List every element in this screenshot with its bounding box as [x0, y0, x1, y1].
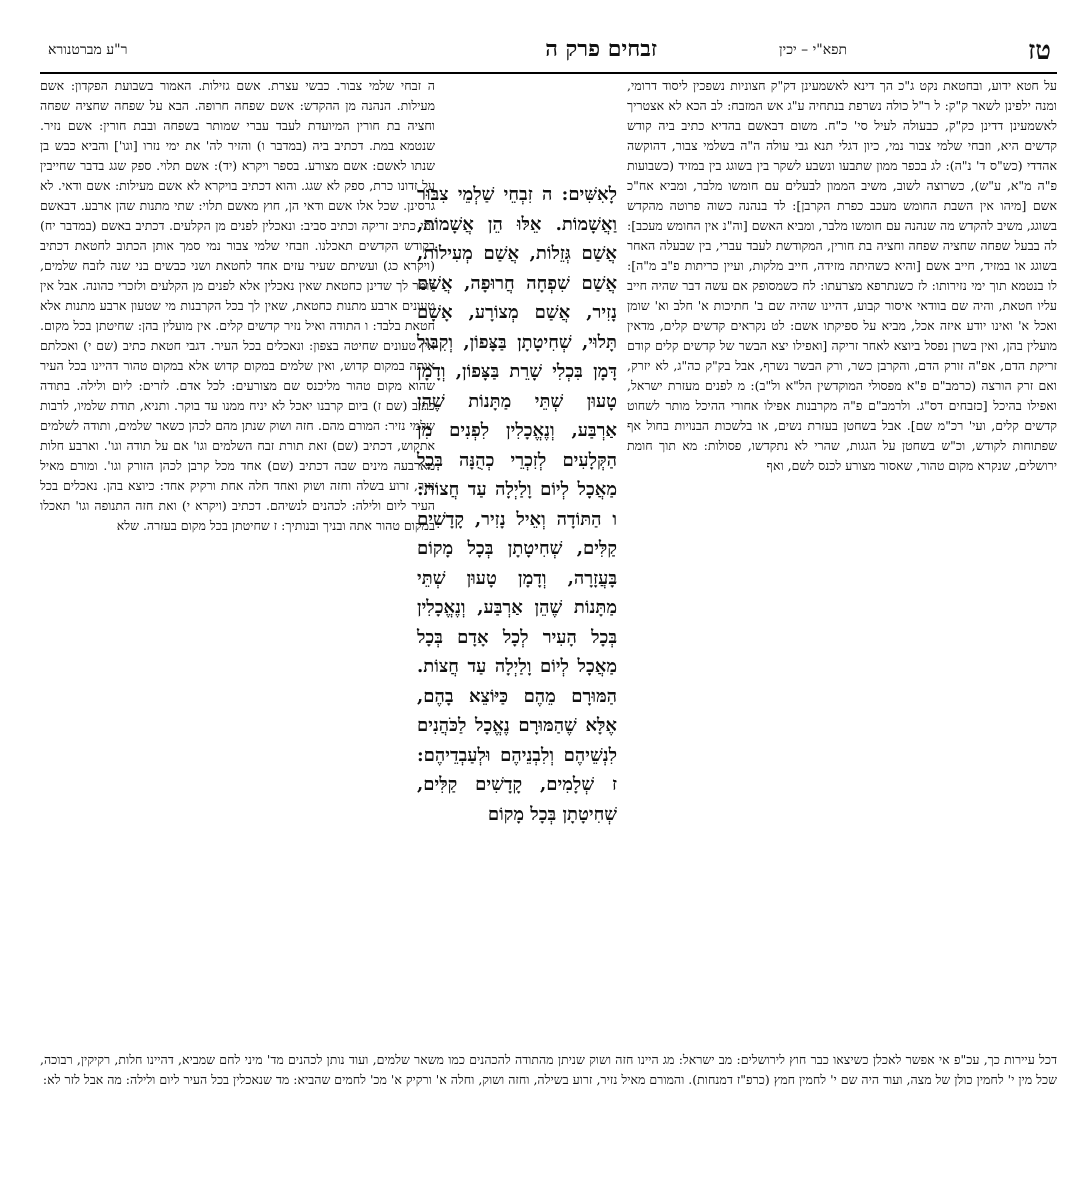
mishnah-text: לָאִשִּׁים: ה זִבְחֵי שַׁלְמֵי צִבּוּר וַאֲשָׁמוֹת. אֵלּוּ הֵן אֲשָׁמוֹת, אֲשַׁם גְּזֵלוֹת, אֲשַׁם מְעִילוֹת, אֲשַׁם שִׁפְחָה חֲרוּפָה, אֲשַׁם נָזִיר, אֲשַׁם מְצוֹרָע, אָשָׁם תָּלוּי, שְׁחִיטָתָן בַּצָּפוֹן, וְקִבּוּל דָּמָן בִּכְלִי שָׁרֵת בַּצָּפוֹן, וְדָמָן טָעוּן שְׁתֵּי מַתָּנוֹת שֶׁהֵן אַרְבַּע, וְנֶאֱכָלִין לִפְנִים מִן הַקְּלָעִים לְזִכְרֵי כְהֻנָּה בְּכָל מַאֲכָל לְיוֹם וָלַיְלָה עַד חֲצוֹת: ו הַתּוֹדָה וְאֵיל נָזִיר, קָדָשִׁים קַלִּים, שְׁחִיטָתָן בְּכָל מָקוֹם בָּעֲזָרָה, וְדָמָן טָעוּן שְׁתֵּי מַתָּנוֹת שֶׁהֵן אַרְבַּע, וְנֶאֱכָלִין בְּכָל הָעִיר לְכָל אָדָם בְּכָל מַאֲכָל לְיוֹם וָלַיְלָה עַד חֲצוֹת. הַמּוּרָם מֵהֶם כַּיּוֹצֵא בָהֶם, אֶלָּא שֶׁהַמּוּרָם נֶאֱכָל לַכֹּהֲנִים לִנְשֵׁיהֶם וְלִבְנֵיהֶם וּלְעַבְדֵיהֶם: ז שְׁלָמִים, קָדָשִׁים קַלִּים, שְׁחִיטָתָן בְּכָל מָקוֹם — [417, 184, 617, 825]
bottom-commentary-text: דכל עיירות כך, עכ"פ אי אפשר לאכלן כשיצאו כבר חוץ לירושלים: מב ישראל: מג היינו חזה ושוק שניתן מהתודה להכהנים כמו משאר שלמים, ועוד נותן לכהנים מד' מיני לחם שמביא, דהיינו חלות, רקיקין, רבוכה, שכל מין י' לחמין כולן של מצה, ועוד היה שם י' לחמין חמץ (כרפ"ז דמנחות). והמורם מאיל נזיר, זרוע בשילה, וחזה ושוק, וחלה א' ורקיק א' מכ' לחמים שהביא: מד שנאכלין בכל העיר ליום ולילה: מה אבל לזר לא: — [40, 1052, 1057, 1087]
tiferet-yisrael-commentary: על חטא ידוע, ובחטאת נקט ג"כ הך דינא לאשמעינן דק"ק חצוניות נשפכין ליסוד דרומי, ומנה ילפינן לשאר ק"ק: ל ר"ל כולה נשרפת בנתחיה ע"ג אש המזבח: לב הכא לא אצטריך לאשמעינן דדינן כק"ק, כבעולה לעיל סי' כ"ח. משום דבאשם בהדיא כתיב ביה קודש קדשים היא, וזבחי שלמי צבור נמי, כיון דגלי תנא גבי עולה ה"ה בשלמי צבור, דהוקשה אהדדי (כש"ס ד' נ"ה): לג בכפר ממון שתבעו ונשבע לשקר בין בשוגג בין במזיד (כשבועות פ"ה מ"א, ע"ש), כשרוצה לשוב, משיב הממון לבעלים עם חומשו מלבר, ומביא אח"כ אשם [מיהו אין השבת החומש מעכב כפרת הקרבן]: לד בנהנה כשוה פרוטה מהקדש בשוגג, משיב להקדש מה שנהנה עם חומשו מלבר, ומביא האשם [וה"נ אין החומש מעכב]: לה בבעל שפחה שחציה שפחה וחציה בת חורין, המקודשת לעבד עברי, בין שבעלה האחר בשוגג או במזיד, חייב אשם [והיא כשהיתה מזידה, חייב מלקות, ועיין כריתות פ"ב מ"ה]: לו בנטמא תוך ימי נזירותו: לז כשנתרפא מצרעתו: לח כשמסופק אם עשה דבר שהיה חייב עליו חטאת, והיה שם בוודאי איסור קבוע, דהיינו שהיה שם ב' חתיכות א' חלב וא' שומן ואכל א' ואינו יודע איזה אכל, מביא על ספיקתו אשם: לט נקראים קדשים קלים, מדאין מועלין בהן, ואין בשרן נפסל ביוצא לאחר זריקה [ואפילו יצא הבשר של קדשים קלים קודם זריקת הדם, אפ"ה זורק הדם, והקרבן כשר, ורק הבשר נשרף, אבל בק"ק כה"ג, לא יזרק, ואם זרק הורצה (כרמב"ם פ"א מפסולי המוקדשין הל"א ול"ב): מ לפנים מעזרת ישראל, ואפילו בהיכל [כזבחים דס"ג. ולרמב"ם פ"ה מקרבנות אפילו אחורי ההיכל מותר לשחוט קדשים קלים, ועי' רכ"מ שם]. אבל בשחטן בעזרת נשים, או בלשכות הבנויות בחול אף שפתוחות לקודש, וכ"ש בשחטן על הגגות, שהרי לא נתקדשו, פסולות: מא תוך חומת ירושלים, שנקרא מקום טהור, שאסור מצורע לכנס לשם, ואף — [627, 78, 1057, 473]
header-rule — [40, 72, 1057, 74]
bartenura-commentary: ה זבחי שלמי צבור. כבשי עצרת. אשם גזילות. האמור בשבועת הפקדון: אשם מעילות. הנהנה מן ההקדש: אשם שפחה חרופה. הבא על שפחה שחציה שפחה וחציה בת חורין המיועדת לעבד עברי שמותר בשפחה ובבת חורין: אשם נזיר. שנטמא במת. דכתיב ביה (במדבר ו) והזיר לה' את ימי נזרו [וגו'] והביא כבש בן שנתו לאשם: אשם מצורע. בספר ויקרא (יד): אשם תלוי. ספק שגג בדבר שחייבין על זדונו כרת, ספק לא שגג. והוא דכתיב בויקרא לא אשם מעילות: אשם ודאי. לא גרסינן. שכל אלו אשם ודאי הן, חוץ מאשם תלוי: שתי מתנות שהן ארבע. דבאשם נמי כתיב זריקה וכתיב סביב: ונאכלין לפנים מן הקלעים. דכתיב באשם (במדבר יח) בקודש הקדשים תאכלנו. וזבחי שלמי צבור נמי סמך אותן הכתוב לחטאת דכתיב (ויקרא כג) ועשיתם שעיר עזים אחד לחטאת ושני כבשים בני שנה לזבח שלמים, לומר לך שדינן כחטאת שאין נאכלין אלא לפנים מן הקלעים ולזכרי כהונה. אבל אין טעונים ארבע מתנות כחטאת, שאין לך בכל הקרבנות מי שטעון ארבע מתנות אלא חטאת בלבד: ו התודה ואיל נזיר קדשים קלים. אין מועלין בהן: שחיטתן בכל מקום. אין טעונים שחיטה בצפון: ונאכלים בכל העיר. דגבי חטאת כתיב (שם י) ואכלתם אותה במקום קדוש, ואין שלמים במקום קדוש אלא במקום טהור דהיינו בכל העיר שהוא מקום טהור מליכנס שם מצורעים: לכל אדם. לזרים: ליום ולילה. בתודה כתיב (שם ז) ביום קרבנו יאכל לא יניח ממנו עד בוקר. ותניא, תודת שלמיו, לרבות שלמי נזיר: המורם מהם. חזה ושוק שנתן מהם לכהן כשאר שלמים, ותודה לשלמים אתקוש, דכתיב (שם) זאת תורת זבח השלמים וגו' אם על תודה וגו'. וארבע חלות מארבעה מינים שבה דכתיב (שם) אחד מכל קרבן לכהן הזורק וגו'. ומורם מאיל נזיר, זרוע בשלה וחזה ושוק ואחד חלה אחת ורקיק אחד: כיוצא בהן. נאכלים בכל העיר ליום ולילה: לכהנים לנשיהם. דכתיב (ויקרא י) ואת חזה התנופה וגו' תאכלו במקום טהור אתה ובניך ובנותיך: ז שחיטתן בכל מקום בעזרה. שלא — [40, 78, 435, 533]
page-title: זבחים פרק ה — [545, 36, 657, 62]
tifa-label: תפא"י – יכין — [778, 42, 847, 58]
page-header — [40, 30, 1057, 70]
bartenura-label: ר"ע מברטנורא — [48, 42, 128, 58]
talmud-page — [40, 30, 1057, 1140]
page-number: טז — [1028, 36, 1051, 66]
bottom-commentary — [40, 1050, 1057, 1150]
